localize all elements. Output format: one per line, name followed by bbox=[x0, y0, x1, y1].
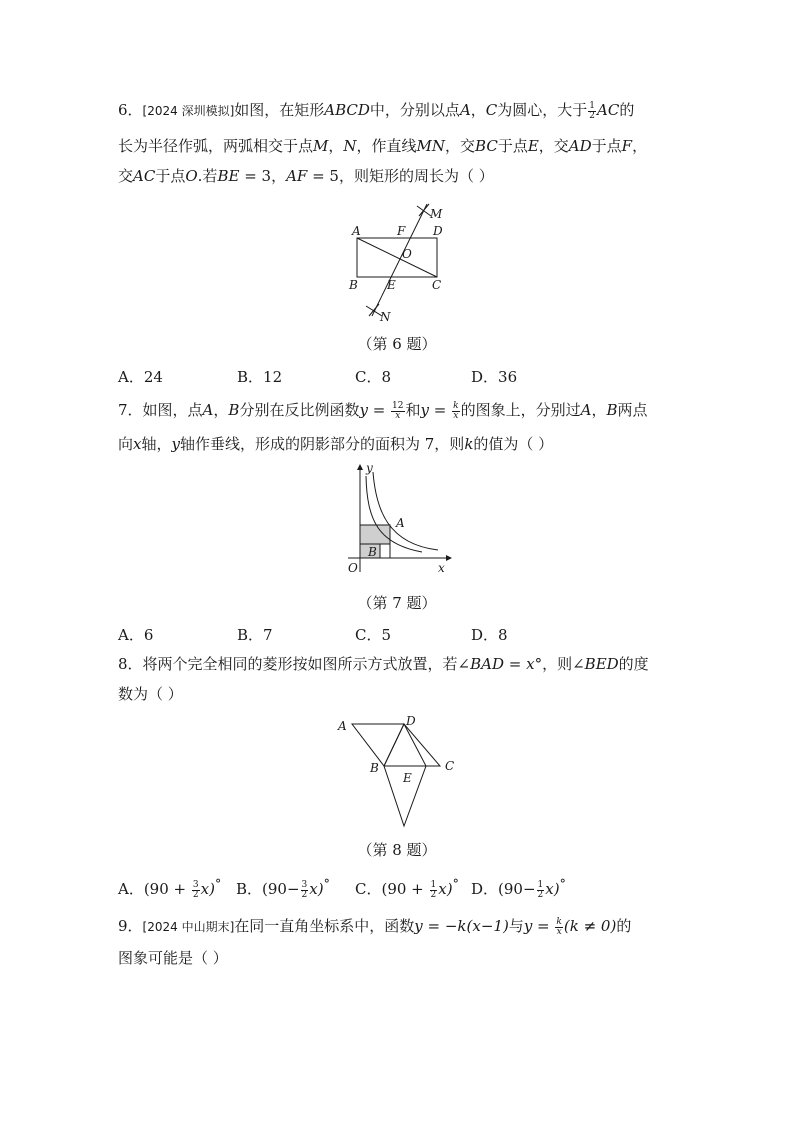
q8-option-d: D．(90− $\frac{1}{2}$ x)° bbox=[471, 876, 566, 900]
arc-mark-m2 bbox=[419, 204, 429, 216]
fraction-12-over-x: $\frac{12}{x}$ bbox=[392, 400, 404, 421]
label-x: x bbox=[438, 561, 445, 575]
rhombus-upper bbox=[352, 724, 440, 766]
q6-option-c: C．8 bbox=[355, 368, 392, 386]
q6-option-a: A．24 bbox=[118, 368, 163, 386]
q7-option-a: A．6 bbox=[118, 626, 154, 644]
y-axis-arrow bbox=[357, 464, 363, 470]
q7-option-c: C．5 bbox=[355, 626, 392, 644]
q7-caption: （第 7 题） bbox=[357, 594, 437, 612]
label-d: D bbox=[433, 224, 443, 238]
q6-rectangle-figure bbox=[340, 198, 470, 328]
fraction-k-over-x: $\frac{k}{x}$ bbox=[453, 400, 459, 421]
label-f: F bbox=[397, 224, 406, 238]
label-a: A bbox=[352, 224, 361, 238]
q7-hyperbola-figure bbox=[340, 460, 455, 578]
label-b: B bbox=[370, 761, 379, 775]
label-y: y bbox=[366, 461, 373, 475]
q6-source: [2024 深圳模拟] bbox=[142, 104, 235, 118]
label-a: A bbox=[396, 516, 405, 530]
q6-option-b: B．12 bbox=[237, 368, 283, 386]
q8-line-1: 8．将两个完全相同的菱形按如图所示方式放置，若∠BAD = x°，则∠BED的度 bbox=[118, 655, 649, 673]
q8-option-b: B．(90− $\frac{3}{2}$ x)° bbox=[236, 876, 330, 900]
q6-option-d: D．36 bbox=[471, 368, 518, 386]
q9-line-2: 图象可能是（ ） bbox=[118, 949, 228, 967]
q8-rhombus-figure bbox=[330, 712, 465, 832]
q6-line-1: 6．[2024 深圳模拟]如图，在矩形ABCD中，分别以点A，C为圆心，大于 $\frac{1}{2}$ AC的 bbox=[118, 100, 635, 121]
label-n: N bbox=[380, 310, 391, 324]
label-c: C bbox=[445, 759, 455, 773]
diagonal-ac bbox=[357, 238, 437, 277]
label-b: B bbox=[368, 545, 377, 559]
q6-line-3: 交AC于点O.若BE = 3，AF = 5，则矩形的周长为（ ） bbox=[118, 167, 494, 185]
q9-line-1: 9．[2024 中山期末]在同一直角坐标系中，函数y = −k(x−1)与y = $\frac{k}{x}$ (k ≠ 0)的 bbox=[118, 916, 632, 937]
segment-bd bbox=[384, 724, 404, 766]
label-m: M bbox=[430, 207, 443, 221]
q7-option-b: B．7 bbox=[237, 626, 273, 644]
half-fraction: $\frac{1}{2}$ bbox=[589, 100, 596, 121]
q6-number: 6． bbox=[118, 101, 143, 119]
q7-line-2: 向x轴，y轴作垂线，形成的阴影部分的面积为 7，则k的值为（ ） bbox=[118, 435, 554, 453]
arc-mark-m1 bbox=[417, 206, 431, 216]
q8-caption: （第 8 题） bbox=[357, 841, 437, 859]
label-c: C bbox=[432, 278, 442, 292]
label-b: B bbox=[349, 278, 358, 292]
label-o: O bbox=[402, 247, 412, 261]
q6-line-2: 长为半径作弧，两弧相交于点M，N，作直线MN，交BC于点E，交AD于点F， bbox=[118, 137, 648, 155]
q6-caption: （第 6 题） bbox=[357, 335, 437, 353]
q8-line-2: 数为（ ） bbox=[118, 685, 183, 703]
label-e: E bbox=[403, 771, 412, 785]
label-o: O bbox=[348, 561, 358, 575]
line-mn bbox=[372, 204, 427, 316]
q8-option-c: C．(90 + $\frac{1}{2}$ x)° bbox=[355, 876, 459, 900]
x-axis-arrow bbox=[446, 555, 452, 561]
label-d: D bbox=[406, 714, 416, 728]
q8-option-a: A．(90 + $\frac{3}{2}$ x)° bbox=[118, 876, 222, 900]
arc-mark-n2 bbox=[369, 304, 379, 316]
shaded-rect-a bbox=[360, 525, 390, 544]
label-a: A bbox=[338, 719, 347, 733]
label-e: E bbox=[387, 278, 396, 292]
q7-option-d: D．8 bbox=[471, 626, 508, 644]
q7-line-1: 7．如图，点A，B分别在反比例函数y = $\frac{12}{x}$ 和y = $\frac{k}{x}$ 的图象上，分别过A，B两点 bbox=[118, 400, 648, 421]
